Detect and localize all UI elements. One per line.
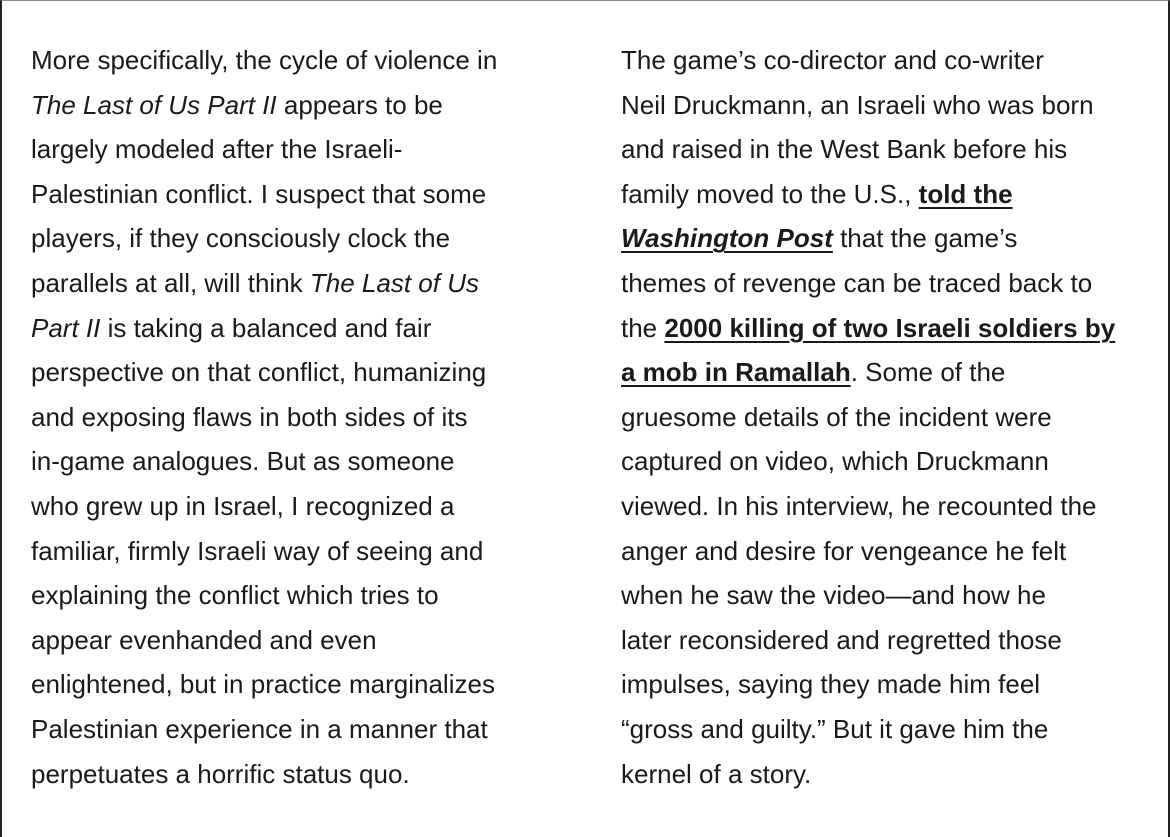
text-line — [31, 216, 571, 261]
body-text: Palestinian conflict. I suspect that some — [31, 178, 487, 209]
text-line — [31, 172, 571, 217]
text-line — [621, 38, 1151, 83]
text-line — [31, 662, 571, 707]
text-line — [31, 306, 571, 351]
body-text: appear evenhanded and even — [31, 624, 377, 655]
italic-title-text: The Last of Us Part II — [31, 89, 277, 120]
text-line — [31, 529, 571, 574]
body-text: impulses, saying they made him feel — [621, 669, 1041, 700]
body-text: when he saw the video—and how he — [621, 580, 1046, 611]
body-text: . Some of the — [850, 357, 1006, 388]
body-text: family moved to the U.S., — [621, 178, 919, 209]
body-text: who grew up in Israel, I recognized a — [31, 490, 455, 521]
body-text: explaining the conflict which tries to — [31, 580, 439, 611]
article-link[interactable]: 2000 killing of two Israeli soldiers by — [664, 312, 1116, 343]
body-text: is taking a balanced and fair — [100, 312, 432, 343]
text-line — [621, 618, 1151, 663]
text-line — [621, 395, 1151, 440]
text-line — [31, 484, 571, 529]
body-text: captured on video, which Druckmann — [621, 446, 1049, 477]
body-text: perpetuates a horrific status quo. — [31, 758, 410, 789]
right-column-paragraph — [621, 38, 1151, 796]
body-text: perspective on that conflict, humanizing — [31, 357, 487, 388]
body-text: parallels at all, will think — [31, 267, 310, 298]
body-text: that the game’s — [832, 223, 1018, 254]
text-line — [621, 172, 1151, 217]
body-text: in-game analogues. But as someone — [31, 446, 455, 477]
italic-title-text: Part II — [31, 312, 101, 343]
text-line — [31, 127, 571, 172]
body-text: More specifically, the cycle of violence in — [31, 45, 498, 75]
text-line — [31, 752, 571, 797]
text-line — [621, 216, 1151, 261]
article-link[interactable]: told the — [918, 178, 1013, 209]
text-line — [621, 707, 1151, 752]
text-line — [31, 350, 571, 395]
body-text: Neil Druckmann, an Israeli who was born — [621, 89, 1094, 120]
text-line — [621, 350, 1151, 395]
text-line — [31, 83, 571, 128]
body-text: “gross and guilty.” But it gave him the — [621, 713, 1049, 744]
body-text: and exposing flaws in both sides of its — [31, 401, 468, 432]
body-text: anger and desire for vengeance he felt — [621, 535, 1067, 566]
text-line — [621, 127, 1151, 172]
text-line — [621, 484, 1151, 529]
left-column-paragraph — [31, 38, 571, 796]
text-line — [621, 752, 1151, 797]
article-link[interactable]: a mob in Ramallah — [621, 357, 851, 388]
text-line — [31, 618, 571, 663]
text-line — [621, 83, 1151, 128]
text-line — [31, 573, 571, 618]
text-line — [31, 439, 571, 484]
text-line — [621, 261, 1151, 306]
text-line — [31, 707, 571, 752]
body-text: familiar, firmly Israeli way of seeing and — [31, 535, 484, 566]
body-text: themes of revenge can be traced back to — [621, 267, 1093, 298]
body-text: The game’s co-director and co-writer — [621, 45, 1044, 75]
text-line — [31, 261, 571, 306]
text-line — [31, 395, 571, 440]
body-text: viewed. In his interview, he recounted the — [621, 490, 1097, 521]
italic-title-text: The Last of Us — [309, 267, 479, 298]
text-line — [621, 662, 1151, 707]
text-line — [621, 439, 1151, 484]
body-text: Palestinian experience in a manner that — [31, 713, 488, 744]
article-link[interactable]: Washington Post — [621, 223, 833, 254]
text-line — [621, 529, 1151, 574]
body-text: players, if they consciously clock the — [31, 223, 451, 254]
text-line — [31, 38, 571, 83]
body-text: enlightened, but in practice marginalizes — [31, 669, 495, 700]
body-text: and raised in the West Bank before his — [621, 134, 1068, 165]
text-line — [621, 306, 1151, 351]
body-text: appears to be — [276, 89, 443, 120]
body-text: gruesome details of the incident were — [621, 401, 1052, 432]
body-text: later reconsidered and regretted those — [621, 624, 1062, 655]
text-line — [621, 573, 1151, 618]
body-text: the — [621, 312, 665, 343]
body-text: largely modeled after the Israeli- — [31, 134, 403, 165]
body-text: kernel of a story. — [621, 758, 812, 789]
